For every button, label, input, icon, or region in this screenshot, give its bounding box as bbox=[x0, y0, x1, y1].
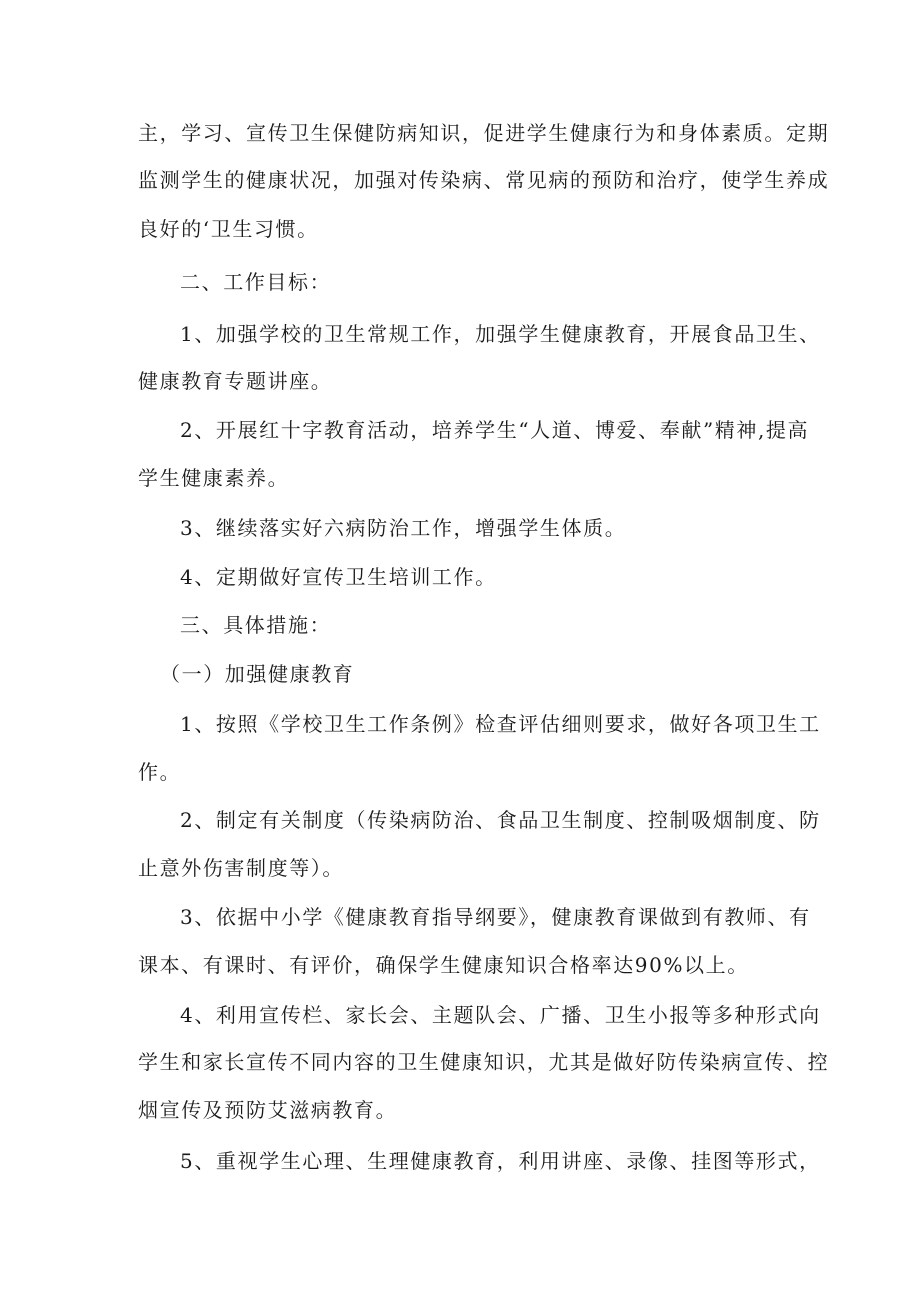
section-heading-goals: 二、工作目标： bbox=[180, 270, 332, 294]
section-heading-measures: 三、具体措施： bbox=[180, 613, 332, 637]
text-line: 止意外伤害制度等）。 bbox=[138, 856, 344, 880]
list-item: 2、制定有关制度（传染病防治、食品卫生制度、控制吸烟制度、防 bbox=[180, 808, 821, 832]
text-line: 烟宣传及预防艾滋病教育。 bbox=[138, 1098, 398, 1122]
text-line: 学生和家长宣传不同内容的卫生健康知识，尤其是做好防传染病宣传、控 bbox=[138, 1050, 830, 1074]
text-line: 监测学生的健康状况，加强对传染病、常见病的预防和治疗，使学生养成 bbox=[138, 168, 830, 192]
list-item: 2、开展红十字教育活动，培养学生“人道、博爱、奉献”精神,提高 bbox=[180, 418, 810, 442]
list-item: 5、重视学生心理、生理健康教育，利用讲座、录像、挂图等形式， bbox=[180, 1149, 821, 1173]
text-line: 作。 bbox=[138, 760, 182, 784]
list-item: 1、加强学校的卫生常规工作，加强学生健康教育，开展食品卫生、 bbox=[180, 322, 821, 346]
list-item: 4、定期做好宣传卫生培训工作。 bbox=[180, 565, 497, 589]
list-item: 1、按照《学校卫生工作条例》检查评估细则要求，做好各项卫生工 bbox=[180, 712, 821, 736]
list-item: 3、继续落实好六病防治工作，增强学生体质。 bbox=[180, 516, 627, 540]
text-line: 学生健康素养。 bbox=[138, 466, 290, 490]
text-line: 主，学习、宣传卫生保健防病知识，促进学生健康行为和身体素质。定期 bbox=[138, 121, 830, 145]
text-line: 课本、有课时、有评价，确保学生健康知识合格率达90%以上。 bbox=[138, 953, 749, 977]
list-item: 4、利用宣传栏、家长会、主题队会、广播、卫生小报等多种形式向 bbox=[180, 1003, 821, 1027]
list-item: 3、依据中小学《健康教育指导纲要》，健康教育课做到有教师、有 bbox=[180, 905, 811, 929]
subsection-heading: （一）加强健康教育 bbox=[160, 662, 355, 686]
text-line: 健康教育专题讲座。 bbox=[138, 369, 333, 393]
text-line: 良好的‘卫生习惯。 bbox=[138, 217, 319, 241]
